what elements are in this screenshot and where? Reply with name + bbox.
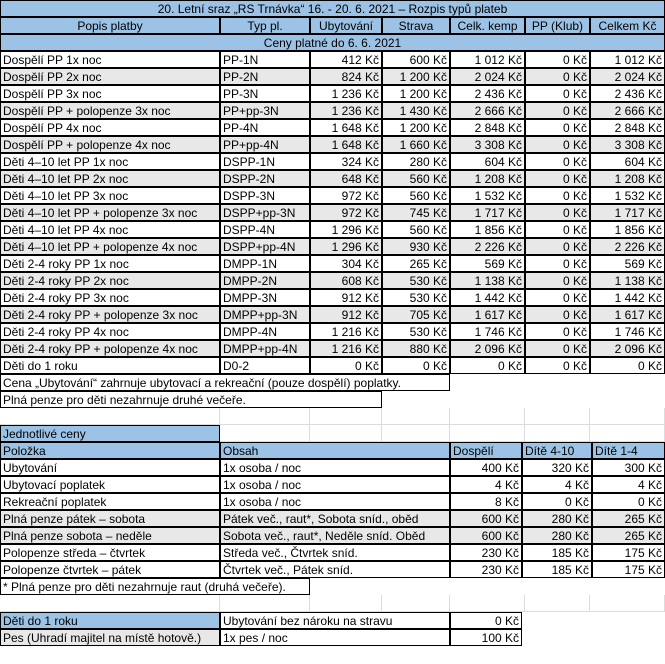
empty-cell (382, 425, 450, 442)
table-cell[interactable]: 300 Kč (592, 459, 665, 476)
table-cell[interactable]: 0 Kč (590, 357, 665, 374)
table-cell[interactable]: 4 Kč (450, 476, 522, 493)
table-cell[interactable]: 745 Kč (382, 204, 450, 221)
extra-cell[interactable]: 0 Kč (450, 612, 522, 629)
table-cell[interactable]: 0 Kč (525, 306, 590, 323)
empty-cell (220, 425, 310, 442)
table-cell[interactable]: 0 Kč (522, 493, 592, 510)
table-cell[interactable]: 280 Kč (522, 527, 592, 544)
table-cell[interactable]: 2 848 Kč (450, 119, 525, 136)
table-cell[interactable]: PP-4N (220, 119, 310, 136)
table-cell[interactable]: 0 Kč (310, 357, 382, 374)
table-cell[interactable]: 2 436 Kč (450, 85, 525, 102)
price-note[interactable]: Cena „Ubytování“ zahrnuje ubytovací a rekreační (pouze dospělí) poplatky. (0, 374, 450, 391)
empty-cell (0, 595, 220, 612)
table-cell[interactable]: 560 Kč (382, 221, 450, 238)
table-cell[interactable]: Děti 4–10 let PP 3x noc (0, 187, 220, 204)
table-cell[interactable]: 1 216 Kč (310, 340, 382, 357)
table-cell[interactable]: PP-2N (220, 68, 310, 85)
table-cell[interactable]: 2 096 Kč (590, 340, 665, 357)
table-cell[interactable]: 0 Kč (525, 238, 590, 255)
empty-cell (590, 425, 665, 442)
table-cell[interactable]: 1 236 Kč (310, 85, 382, 102)
table-cell[interactable]: Děti 4–10 let PP + polopenze 3x noc (0, 204, 220, 221)
table-cell[interactable]: 600 Kč (382, 51, 450, 68)
empty-cell (450, 408, 525, 425)
table-cell[interactable]: 1 296 Kč (310, 221, 382, 238)
table-cell[interactable]: DSPP-3N (220, 187, 310, 204)
empty-cell (382, 408, 450, 425)
table-cell[interactable]: 1 856 Kč (590, 221, 665, 238)
table-cell[interactable]: 530 Kč (382, 272, 450, 289)
table-cell[interactable]: 320 Kč (522, 459, 592, 476)
table-cell[interactable]: 0 Kč (525, 170, 590, 187)
table-cell[interactable]: Děti 2-4 roky PP 3x noc (0, 289, 220, 306)
table-cell[interactable]: 2 666 Kč (450, 102, 525, 119)
table-cell[interactable]: Děti 2-4 roky PP 2x noc (0, 272, 220, 289)
table-cell[interactable]: 1 856 Kč (450, 221, 525, 238)
table-cell[interactable]: 2 024 Kč (590, 68, 665, 85)
table-cell[interactable]: 705 Kč (382, 306, 450, 323)
table-cell[interactable]: 8 Kč (450, 493, 522, 510)
table-cell[interactable]: Dospělí PP + polopenze 4x noc (0, 136, 220, 153)
table-cell[interactable]: 1 200 Kč (382, 119, 450, 136)
table-cell[interactable]: 972 Kč (310, 187, 382, 204)
table-cell[interactable]: 569 Kč (450, 255, 525, 272)
table-cell[interactable]: Ubytovací poplatek (0, 476, 220, 493)
table-cell[interactable]: 1 138 Kč (590, 272, 665, 289)
table-cell[interactable]: 912 Kč (310, 289, 382, 306)
table-cell[interactable]: 604 Kč (450, 153, 525, 170)
table-cell[interactable]: Děti 4–10 let PP 4x noc (0, 221, 220, 238)
table-cell[interactable]: 412 Kč (310, 51, 382, 68)
table-cell[interactable]: 0 Kč (450, 357, 525, 374)
table-cell[interactable]: Dospělí PP 1x noc (0, 51, 220, 68)
column-header[interactable]: Dospělí (450, 442, 522, 459)
price-note[interactable]: Plná penze pro děti nezahrnuje druhé večeře. (0, 391, 382, 408)
table-cell[interactable]: Dospělí PP 4x noc (0, 119, 220, 136)
table-cell[interactable]: 1 200 Kč (382, 85, 450, 102)
extra-cell[interactable]: Pes (Uhradí majitel na místě hotově.) (0, 629, 220, 646)
table-cell[interactable]: 560 Kč (382, 187, 450, 204)
table-cell[interactable]: 1 532 Kč (590, 187, 665, 204)
table-cell[interactable]: Děti 2-4 roky PP + polopenze 3x noc (0, 306, 220, 323)
table-cell[interactable]: 1 200 Kč (382, 68, 450, 85)
column-header[interactable]: Celk. kemp (450, 17, 525, 34)
column-header[interactable]: Dítě 1-4 (592, 442, 665, 459)
table-cell[interactable]: 1x osoba / noc (220, 459, 450, 476)
table-cell[interactable]: Plná penze sobota – neděle (0, 527, 220, 544)
table-cell[interactable]: PP-1N (220, 51, 310, 68)
table-cell[interactable]: Děti 2-4 roky PP 1x noc (0, 255, 220, 272)
table-cell[interactable]: Středa več., Čtvrtek sníd. (220, 544, 450, 561)
table-cell[interactable]: 0 Kč (525, 323, 590, 340)
empty-cell (590, 408, 665, 425)
table-cell[interactable]: 1 648 Kč (310, 119, 382, 136)
table-cell[interactable]: Dospělí PP 2x noc (0, 68, 220, 85)
table-cell[interactable]: Děti 4–10 let PP 2x noc (0, 170, 220, 187)
table-cell[interactable]: 972 Kč (310, 204, 382, 221)
table-cell[interactable]: 1 660 Kč (382, 136, 450, 153)
table-cell[interactable]: 0 Kč (525, 136, 590, 153)
table-cell[interactable]: 185 Kč (522, 544, 592, 561)
table-cell[interactable]: 3 308 Kč (450, 136, 525, 153)
table-cell[interactable]: 569 Kč (590, 255, 665, 272)
column-header[interactable]: Popis platby (0, 17, 220, 34)
sheet-title[interactable]: 20. Letní sraz „RS Trnávka“ 16. - 20. 6. 2021 – Rozpis typů plateb (0, 0, 665, 17)
table-cell[interactable]: 265 Kč (592, 527, 665, 544)
table-cell[interactable]: 1 012 Kč (590, 51, 665, 68)
empty-cell (310, 408, 382, 425)
table-cell[interactable]: 185 Kč (522, 561, 592, 578)
empty-cell (590, 595, 665, 612)
table-cell[interactable]: 608 Kč (310, 272, 382, 289)
table-cell[interactable]: 3 308 Kč (590, 136, 665, 153)
table-cell[interactable]: 1x osoba / noc (220, 493, 450, 510)
table-cell[interactable]: 880 Kč (382, 340, 450, 357)
table-cell[interactable]: PP+pp-3N (220, 102, 310, 119)
table-cell[interactable]: 2 226 Kč (450, 238, 525, 255)
table-cell[interactable]: Děti 2-4 roky PP 4x noc (0, 323, 220, 340)
table-cell[interactable]: 1 617 Kč (590, 306, 665, 323)
table-cell[interactable]: 0 Kč (525, 340, 590, 357)
table-cell[interactable]: 230 Kč (450, 544, 522, 561)
table-cell[interactable]: Polopenze středa – čtvrtek (0, 544, 220, 561)
table-cell[interactable]: 600 Kč (450, 510, 522, 527)
table-cell[interactable]: 0 Kč (525, 119, 590, 136)
table-cell[interactable]: 1 746 Kč (450, 323, 525, 340)
empty-cell (450, 595, 525, 612)
column-header[interactable]: Strava (382, 17, 450, 34)
table-cell[interactable]: 560 Kč (382, 170, 450, 187)
table-cell[interactable]: DSPP-4N (220, 221, 310, 238)
table-cell[interactable]: 0 Kč (525, 187, 590, 204)
column-header[interactable]: Položka (0, 442, 220, 459)
table-cell[interactable]: Děti 4–10 let PP + polopenze 4x noc (0, 238, 220, 255)
table-cell[interactable]: D0-2 (220, 357, 310, 374)
column-header[interactable]: Dítě 4-10 (522, 442, 592, 459)
table-cell[interactable]: 0 Kč (525, 153, 590, 170)
empty-cell (0, 408, 220, 425)
table-cell[interactable]: Pátek več., raut*, Sobota sníd., oběd (220, 510, 450, 527)
table-cell[interactable]: 1 208 Kč (450, 170, 525, 187)
table-cell[interactable]: Sobota več., raut*, Neděle sníd. Oběd (220, 527, 450, 544)
table-cell[interactable]: 0 Kč (525, 85, 590, 102)
table-cell[interactable]: 0 Kč (525, 357, 590, 374)
table-cell[interactable]: 280 Kč (522, 510, 592, 527)
table-cell[interactable]: 265 Kč (382, 255, 450, 272)
single-price-note[interactable]: * Plná penze pro děti nezahrnuje raut (druhá večeře). (0, 578, 310, 595)
empty-cell (382, 595, 450, 612)
table-cell[interactable]: 1 717 Kč (590, 204, 665, 221)
column-header[interactable]: Celkem Kč (590, 17, 665, 34)
table-cell[interactable]: 824 Kč (310, 68, 382, 85)
table-cell[interactable]: 0 Kč (525, 272, 590, 289)
table-cell[interactable]: 4 Kč (522, 476, 592, 493)
table-cell[interactable]: 930 Kč (382, 238, 450, 255)
empty-cell (450, 425, 525, 442)
table-cell[interactable]: 0 Kč (525, 51, 590, 68)
table-cell[interactable]: 2 096 Kč (450, 340, 525, 357)
table-cell[interactable]: 1 717 Kč (450, 204, 525, 221)
empty-cell (220, 408, 310, 425)
table-cell[interactable]: 912 Kč (310, 306, 382, 323)
table-cell[interactable]: DMPP-1N (220, 255, 310, 272)
validity-subtitle[interactable]: Ceny platné do 6. 6. 2021 (0, 34, 665, 51)
extra-cell[interactable]: Děti do 1 roku (0, 612, 220, 629)
extra-cell[interactable]: 1x pes / noc (220, 629, 450, 646)
table-cell[interactable]: 2 666 Kč (590, 102, 665, 119)
table-cell[interactable]: 230 Kč (450, 561, 522, 578)
table-cell[interactable]: Plná penze pátek – sobota (0, 510, 220, 527)
table-cell[interactable]: 1 208 Kč (590, 170, 665, 187)
table-cell[interactable]: 400 Kč (450, 459, 522, 476)
table-cell[interactable]: 1 442 Kč (450, 289, 525, 306)
empty-cell (525, 595, 590, 612)
column-header[interactable]: Ubytování (310, 17, 382, 34)
column-header[interactable]: Obsah (220, 442, 450, 459)
table-cell[interactable]: 0 Kč (525, 289, 590, 306)
table-cell[interactable]: DMPP+pp-4N (220, 340, 310, 357)
table-cell[interactable]: 600 Kč (450, 527, 522, 544)
table-cell[interactable]: 0 Kč (525, 102, 590, 119)
table-cell[interactable]: 324 Kč (310, 153, 382, 170)
table-cell[interactable]: 1 746 Kč (590, 323, 665, 340)
table-cell[interactable]: DMPP-2N (220, 272, 310, 289)
table-cell[interactable]: 0 Kč (525, 255, 590, 272)
empty-cell (310, 425, 382, 442)
table-cell[interactable]: 304 Kč (310, 255, 382, 272)
table-cell[interactable]: 265 Kč (592, 510, 665, 527)
column-header[interactable]: Typ pl. (220, 17, 310, 34)
table-cell[interactable]: DSPP-2N (220, 170, 310, 187)
table-cell[interactable]: 1x osoba / noc (220, 476, 450, 493)
table-cell[interactable]: 4 Kč (592, 476, 665, 493)
table-cell[interactable]: Děti do 1 roku (0, 357, 220, 374)
table-cell[interactable]: 0 Kč (592, 493, 665, 510)
empty-cell (525, 425, 590, 442)
table-cell[interactable]: 280 Kč (382, 153, 450, 170)
table-cell[interactable]: DMPP-4N (220, 323, 310, 340)
table-cell[interactable]: PP-3N (220, 85, 310, 102)
table-cell[interactable]: DSPP+pp-3N (220, 204, 310, 221)
table-cell[interactable]: 1 430 Kč (382, 102, 450, 119)
table-cell[interactable]: 2 024 Kč (450, 68, 525, 85)
table-cell[interactable]: 1 617 Kč (450, 306, 525, 323)
table-cell[interactable]: 648 Kč (310, 170, 382, 187)
section-title[interactable]: Jednotlivé ceny (0, 425, 220, 442)
extra-cell[interactable]: Ubytování bez nároku na stravu (220, 612, 450, 629)
table-cell[interactable]: PP+pp-4N (220, 136, 310, 153)
table-cell[interactable]: 1 138 Kč (450, 272, 525, 289)
table-cell[interactable]: 1 442 Kč (590, 289, 665, 306)
table-cell[interactable]: Rekreační poplatek (0, 493, 220, 510)
table-cell[interactable]: 1 532 Kč (450, 187, 525, 204)
table-cell[interactable]: 1 236 Kč (310, 102, 382, 119)
table-cell[interactable]: 2 848 Kč (590, 119, 665, 136)
table-cell[interactable]: 175 Kč (592, 561, 665, 578)
table-cell[interactable]: 0 Kč (525, 221, 590, 238)
table-cell[interactable]: Děti 2-4 roky PP + polopenze 4x noc (0, 340, 220, 357)
table-cell[interactable]: 1 296 Kč (310, 238, 382, 255)
table-cell[interactable]: 1 648 Kč (310, 136, 382, 153)
table-cell[interactable]: 530 Kč (382, 323, 450, 340)
table-cell[interactable]: 0 Kč (525, 68, 590, 85)
column-header[interactable]: PP (Klub) (525, 17, 590, 34)
table-cell[interactable]: 1 012 Kč (450, 51, 525, 68)
empty-cell (310, 595, 382, 612)
table-cell[interactable]: Ubytování (0, 459, 220, 476)
table-cell[interactable]: Děti 4–10 let PP 1x noc (0, 153, 220, 170)
empty-cell (525, 408, 590, 425)
table-cell[interactable]: Dospělí PP + polopenze 3x noc (0, 102, 220, 119)
table-cell[interactable]: Dospělí PP 3x noc (0, 85, 220, 102)
table-cell[interactable]: 0 Kč (382, 357, 450, 374)
table-cell[interactable]: 2 436 Kč (590, 85, 665, 102)
table-cell[interactable]: Čtvrtek več., Pátek sníd. (220, 561, 450, 578)
table-cell[interactable]: 2 226 Kč (590, 238, 665, 255)
table-cell[interactable]: DSPP-1N (220, 153, 310, 170)
empty-cell (220, 595, 310, 612)
table-cell[interactable]: DMPP-3N (220, 289, 310, 306)
table-cell[interactable]: 530 Kč (382, 289, 450, 306)
table-cell[interactable]: 175 Kč (592, 544, 665, 561)
table-cell[interactable]: 1 216 Kč (310, 323, 382, 340)
table-cell[interactable]: DSPP+pp-4N (220, 238, 310, 255)
table-cell[interactable]: 0 Kč (525, 204, 590, 221)
table-cell[interactable]: Polopenze čtvrtek – pátek (0, 561, 220, 578)
table-cell[interactable]: DMPP+pp-3N (220, 306, 310, 323)
table-cell[interactable]: 604 Kč (590, 153, 665, 170)
extra-cell[interactable]: 100 Kč (450, 629, 522, 646)
